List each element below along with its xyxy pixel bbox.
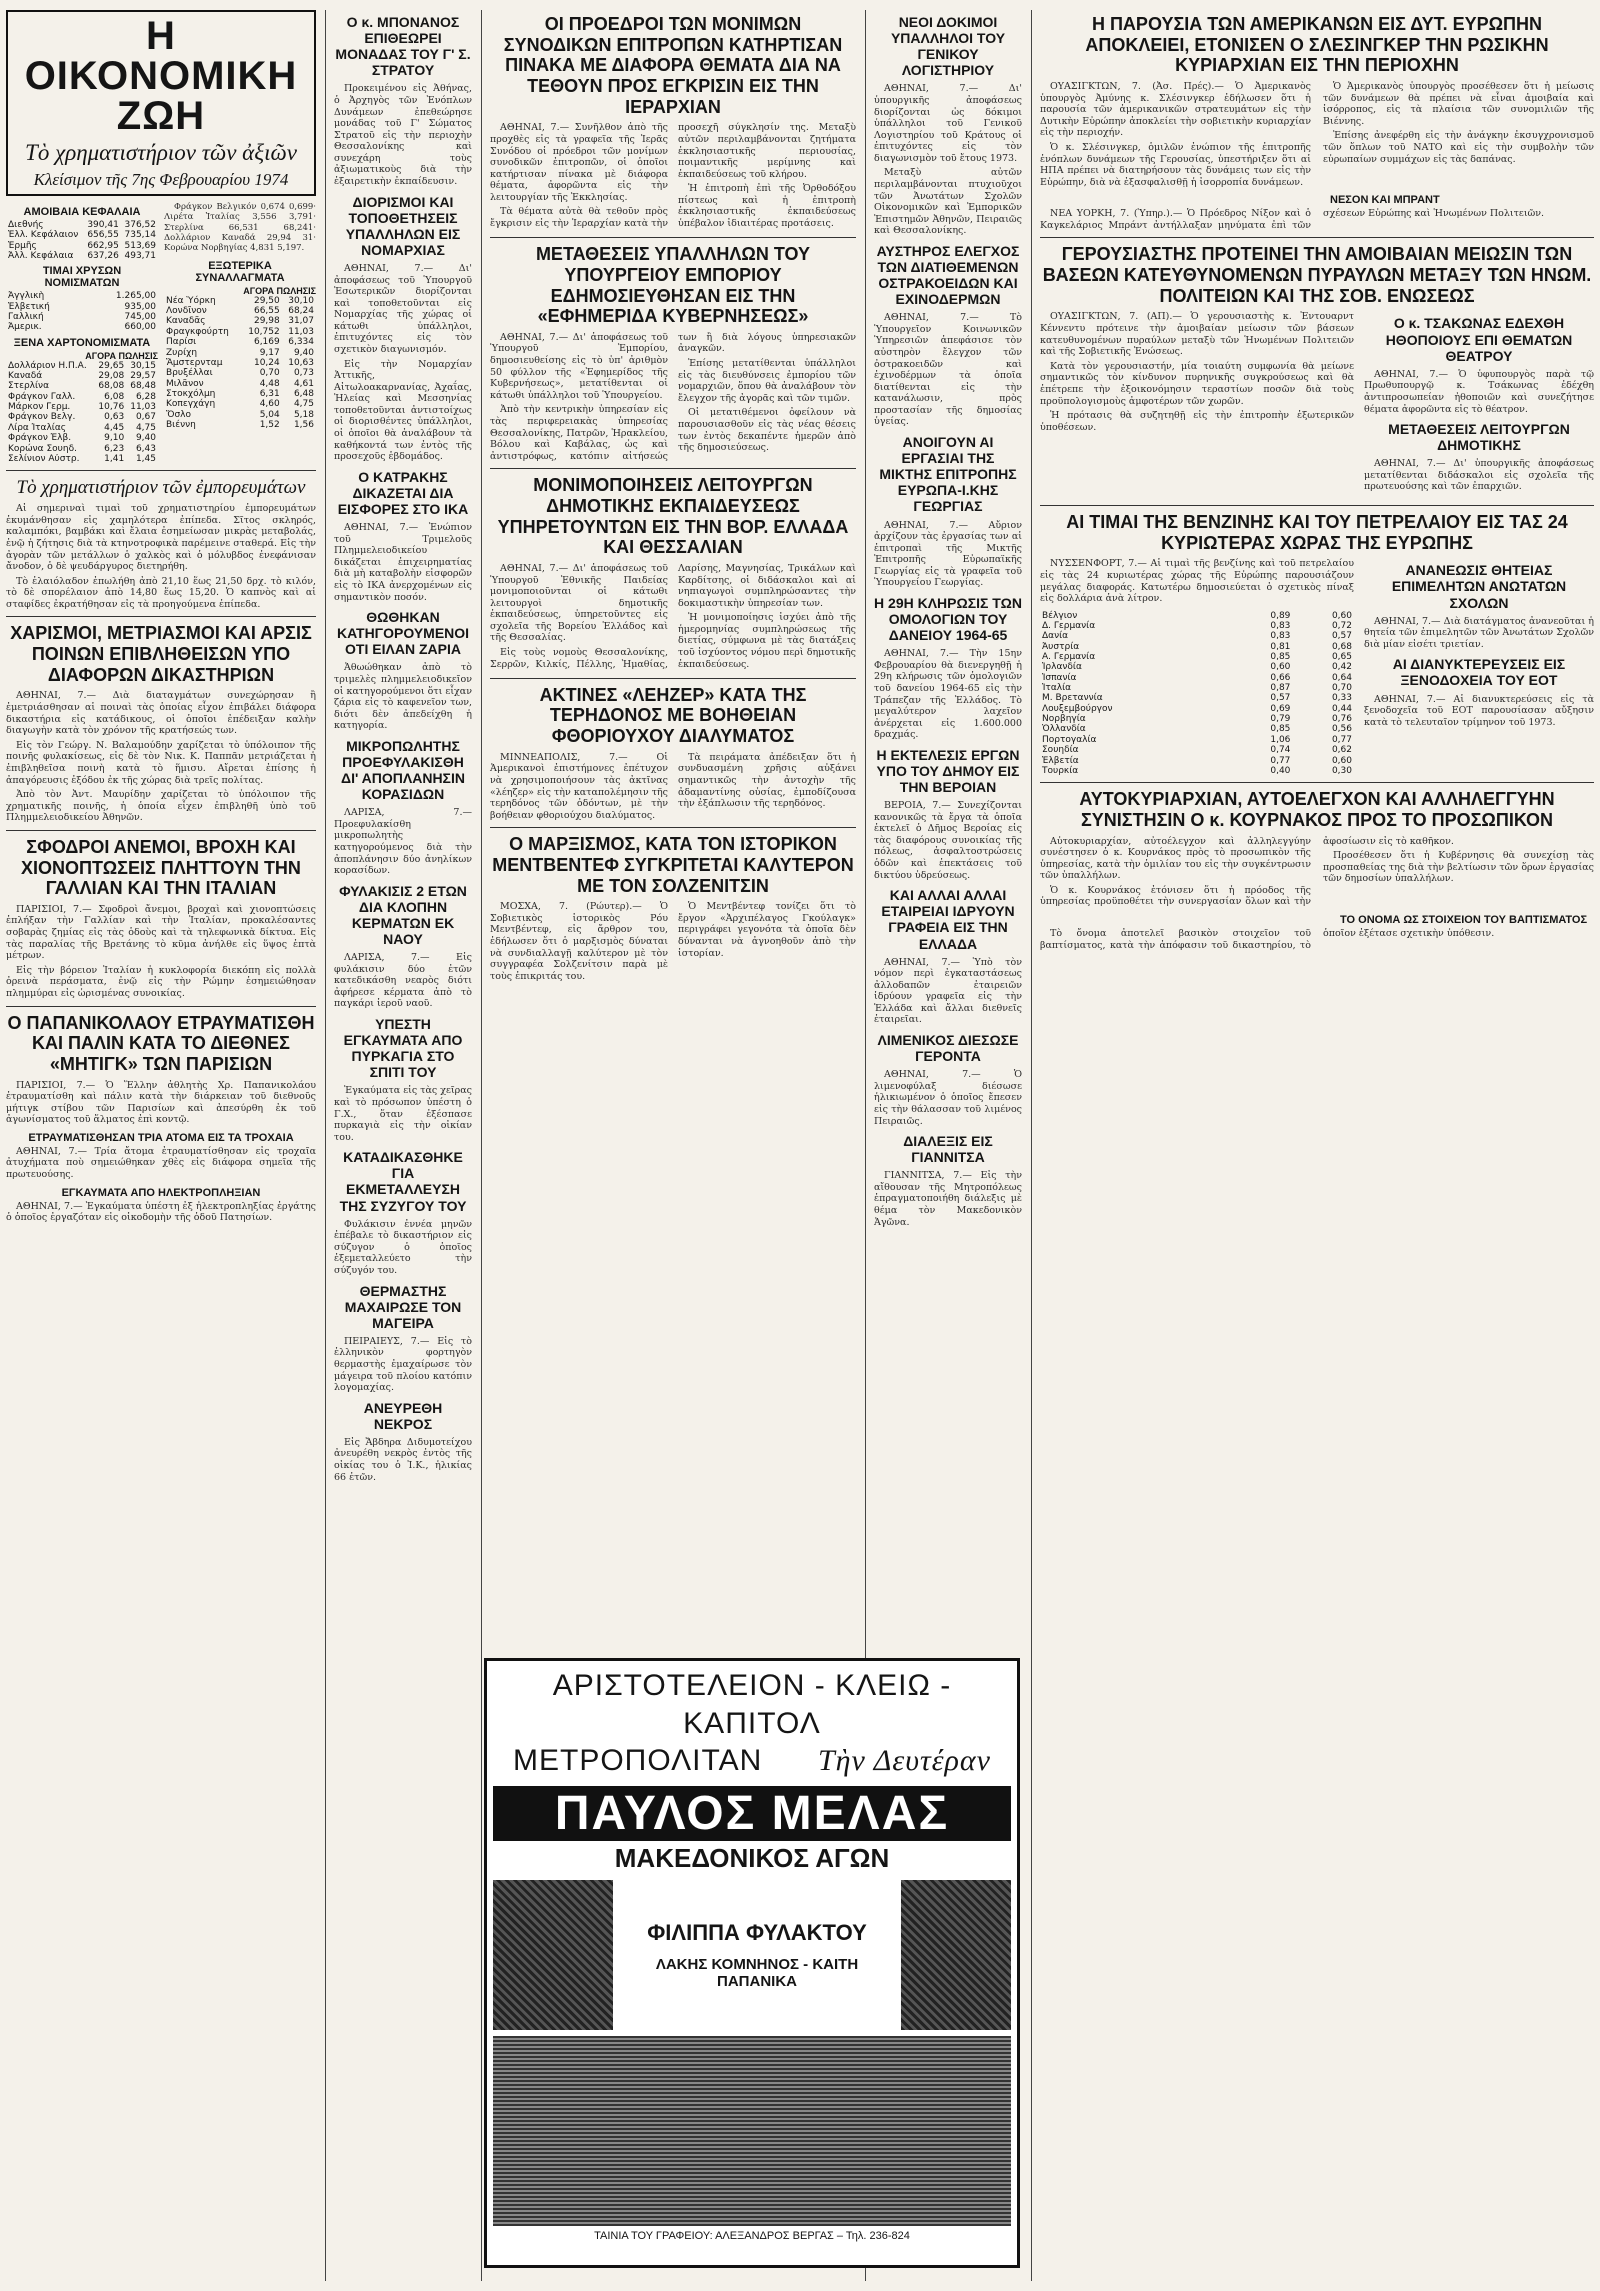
- row-value: 10,63: [288, 357, 314, 368]
- pardons-body: ΑΘΗΝΑΙ, 7.— Διὰ διαταγμάτων συνεχώρησαν ἢ ἐμετριάσθησαν αἱ ποιναὶ τὰς ὁποίας εἶχον ἐπιβάλει διάφορα δικαστήρια εἰς κατάδικους, οἱ ὁποῖοι ἐπέδειξαν καλὴν διαγωγὴν κατὰ τὸν χρόνον τῆς κρατήσεώς των. Εἰς τὸν Γεώργ. Ν. Βαλαμούδην χαρίζεται τὸ ὑπόλοιπον τῆς ποινῆς φυλακίσεως, εἰς δὲ τὸν Νικ. Κ. Παππᾶν μετριάζεται ἡ ἐπιβληθεῖσα ποινὴ κατὰ τὸ ἥμισυ. Αἴρεται ἐπίσης ἡ ἀπαγόρευσις ἐξόδου ἐκ τῆς χώρας διὰ τρεῖς πολίτας. Ἀπὸ τὸν Ἀντ. Μαυρίδην χαρίζεται τὸ ὑπόλοιπον τῆς χρηματικῆς ποινῆς, ἡ ὁποία εἶχεν ἐπιβληθῆ ὑπὸ τοῦ Πλημμελειοδικείου Ἀθηνῶν.: [6, 690, 316, 824]
- row-value: 0,44: [1331, 703, 1352, 714]
- row-label: Κοπεγχάγη: [166, 399, 216, 410]
- banknote-row: [6, 444, 158, 454]
- economy-subtitle: Τὸ χρηματιστήριον τῶν ἀξιῶν: [25, 140, 297, 165]
- world-news-column: [1034, 10, 1600, 2283]
- headline-primary-transfers: ΜΕΤΑΘΕΣΕΙΣ ΛΕΙΤΟΥΡΓΩΝ ΔΗΜΟΤΙΚΗΣ: [1388, 421, 1570, 454]
- row-label: Σελίνιον Αὐστρ.: [8, 453, 80, 464]
- row-value: 0,57: [1331, 631, 1352, 642]
- headline-kournakos: ΑΥΤΟΚΥΡΙΑΡΧΙΑΝ, ΑΥΤΟΕΛΕΓΧΟΝ ΚΑΙ ΑΛΛΗΛΕΓΓΥΗΝ ΣΥΝΙΣΤΗΣΙΝ Ο κ. ΚΟΥΡΝΑΚΟΣ ΠΡΟΣ ΤΟ ΠΡΟΣΩΠΙΚΟΝ: [1079, 789, 1555, 830]
- row-label: Ἰταλία: [1042, 683, 1072, 694]
- headline-dice: ΘΩΘΗΚΑΝ ΚΑΤΗΓΟΡΟΥΜΕΝΟΙ ΟΤΙ ΕΙΛΑΝ ΖΑΡΙΑ: [336, 609, 470, 658]
- exchange-row: [164, 358, 316, 368]
- row-value: 0,68: [1331, 641, 1352, 652]
- row-label: Λονδῖνον: [166, 306, 207, 317]
- row-value: 6,08: [104, 391, 125, 402]
- row-value: 9,17: [259, 347, 280, 358]
- cinema-advertisement: [484, 1658, 1020, 2268]
- row-value: 9,10: [104, 433, 125, 444]
- row-value: 1,45: [135, 453, 156, 464]
- row-value: 29,65: [98, 360, 125, 371]
- lecture-body: ΓΙΑΝΝΙΤΣΑ, 7.— Εἰς τὴν αἴθουσαν τῆς Μητροπόλεως ἐπραγματοποιήθη διάλεξις μὲ θέμα τὸν Μακεδονικὸν Ἀγῶνα.: [874, 1170, 1022, 1228]
- accountants-body: ΑΘΗΝΑΙ, 7.— Δι' ὑπουργικῆς ἀποφάσεως διορίζονται ὡς δόκιμοι ὑπάλληλοι τοῦ Γενικοῦ Λογιστηρίου τοῦ Κράτους οἱ ἐπιτυχόντες εἰς τὸν διαγωνισμὸν τοῦ ἔτους 1973. Μεταξὺ αὐτῶν περιλαμβάνονται πτυχιοῦχοι τῶν Ἀνωτάτων Σχολῶν Οἰκονομικῶν καὶ Ἐμπορικῶν Ἐπιστημῶν Ἀθηνῶν, Πειραιῶς καὶ Θεσσαλονίκης.: [874, 83, 1022, 237]
- fuel-table: [1040, 611, 1354, 777]
- row-value: 4,60: [259, 399, 280, 410]
- row-label: Ἐλβετική: [8, 301, 50, 312]
- exchange-row: [164, 410, 316, 420]
- row-label: Φραγκφούρτη: [166, 326, 229, 337]
- fuel-price-row: [1040, 611, 1354, 621]
- row-label: Ἐλβετία: [1042, 755, 1079, 766]
- row-label: Διεθνής: [8, 220, 44, 230]
- row-value: 4,45: [104, 422, 125, 433]
- ad-film-title: ΠΑΥΛΟΣ ΜΕΛΑΣ: [493, 1786, 1011, 1841]
- row-value: 735,14: [124, 230, 156, 241]
- row-value: 4,61: [293, 378, 314, 389]
- ad-cinemas: ΑΡΙΣΤΟΤΕΛΕΙΟΝ - ΚΛΕΙΩ - ΚΑΠΙΤΟΛ: [552, 1669, 952, 1740]
- headline-shellfish: ΑΥΣΤΗΡΟΣ ΕΛΕΓΧΟΣ ΤΩΝ ΔΙΑΤΙΘΕΜΕΝΩΝ ΟΣΤΡΑΚΟΕΙΔΩΝ ΚΑΙ ΕΧΙΝΟΔΕΡΜΩΝ: [876, 242, 1020, 308]
- row-label: Ἄμστερνταμ: [166, 357, 223, 368]
- fuel-price-row: [1040, 652, 1354, 662]
- ad-battle-image: [901, 1880, 1011, 2030]
- row-value: 5,04: [259, 409, 280, 420]
- row-value: 6,28: [135, 391, 156, 402]
- traffic-body: ΑΘΗΝΑΙ, 7.— Τρία ἄτομα ἐτραυματίσθησαν εἰς τροχαῖα ἀτυχήματα ποὺ σημειώθηκαν χθὲς εἰς διάφορα σημεῖα τῆς πρωτευούσης.: [6, 1145, 316, 1181]
- row-value: 31,07: [288, 316, 314, 327]
- gold-table: [6, 291, 158, 332]
- headline-committee: ΑΝΟΙΓΟΥΝ ΑΙ ΕΡΓΑΣΙΑΙ ΤΗΣ ΜΙΚΤΗΣ ΕΠΙΤΡΟΠΗΣ ΕΥΡΩΠΑ-Ι.ΚΗΣ ΓΕΩΡΓΙΑΣ: [879, 434, 1017, 515]
- companies-body: ΑΘΗΝΑΙ, 7.— Ὑπὸ τὸν νόμον περὶ ἐγκαταστάσεως ἀλλοδαπῶν ἑταιρειῶν ἱδρύουν γραφεῖα εἰς τὴν Ἑλλάδα καὶ ἄλλαι διεθνεῖς ἑταιρεῖαι.: [874, 956, 1022, 1026]
- row-value: 68,24: [288, 306, 314, 317]
- stock-listing-text: Φράγκον Βελγικόν 0,674 0,699· Λιρέτα Ἰταλίας 3,556 3,791· Στερλίνα 66,531 68,241· Δολλάριον Καναδά 29,94 31· Κορώνα Νορβηγίας 4,831 5,197.: [164, 202, 316, 254]
- row-label: Α. Γερμανία: [1042, 652, 1096, 663]
- row-label: Ἀμερικ.: [8, 322, 42, 333]
- row-value: 0,60: [1270, 662, 1291, 673]
- kournakos-body: Αὐτοκυριαρχίαν, αὐτοέλεγχον καὶ ἀλληλεγγύην συνέστησεν ὁ κ. Κουρνάκος πρὸς τὸ προσωπικὸν τῆς ὑπηρεσίας, κατὰ τὴν ὁμιλίαν του εἰς τὴν συγκέντρωσιν τῶν ὑπαλλήλων. Ὁ κ. Κουρνάκος ἐτόνισεν ὅτι ἡ πρόοδος τῆς ὑπηρεσίας προϋποθέτει τὴν συνεργασίαν ὅλων καὶ τὴν ἀφοσίωσιν εἰς τὸ καθῆκον. Προσέθεσεν ὅτι ἡ Κυβέρνησις θὰ συνεχίσῃ τὰς προσπαθείας της διὰ τὴν βελτίωσιν τῶν ὅρων ἐργασίας τῶν δημοσίων ὑπαλλήλων.: [1040, 835, 1594, 908]
- funds-table: [6, 220, 158, 261]
- exploitation-body: Φυλάκισιν ἐννέα μηνῶν ἐπέβαλε τὸ δικαστήριον εἰς σύζυγον ὁ ὁποῖος ἐξεμεταλλεύετο τὴν σύζυγόν του.: [334, 1218, 472, 1276]
- headline-tsakonas: Ο κ. ΤΣΑΚΩΝΑΣ ΕΔΕΧΘΗ ΗΘΟΠΟΙΟΥΣ ΕΠΙ ΘΕΜΑΤΩΝ ΘΕΑΤΡΟΥ: [1385, 315, 1573, 364]
- row-value: 1,41: [104, 453, 125, 464]
- headline-hotels: ΑΙ ΔΙΑΝΥΚΤΕΡΕΥΣΕΙΣ ΕΙΣ ΞΕΝΟΔΟΧΕΙΑ ΤΟΥ ΕΟΤ: [1392, 656, 1566, 689]
- row-value: 376,52: [124, 220, 156, 230]
- gold-header: ΤΙΜΑΙ ΧΡΥΣΩΝ ΝΟΜΙΣΜΑΤΩΝ: [42, 265, 122, 290]
- gold-row: [6, 322, 158, 332]
- notes-col-header: ΑΓΟΡΑ ΠΩΛΗΣΙΣ: [85, 350, 158, 361]
- row-label: Μιλᾶνον: [166, 378, 204, 389]
- headline-marxism: Ο ΜΑΡΞΙΣΜΟΣ, ΚΑΤΑ ΤΟΝ ΙΣΤΟΡΙΚΟΝ ΜΕΝΤΒΕΝΤΕΦ ΣΥΓΚΡΙΤΕΤΑΙ ΚΑΛΥΤΕΡΟΝ ΜΕ ΤΟΝ ΣΟΛΖΕΝΙΤΣΙΝ: [492, 834, 854, 896]
- row-value: 66,55: [253, 306, 280, 317]
- banknote-row: [6, 454, 158, 464]
- headline-companies: ΚΑΙ ΑΛΛΑΙ ΑΛΛΑΙ ΕΤΑΙΡΕΙΑΙ ΙΔΡΥΟΥΝ ΓΡΑΦΕΙΑ ΕΙΣ ΤΗΝ ΕΛΛΑΔΑ: [881, 887, 1015, 952]
- row-value: 4,48: [259, 378, 280, 389]
- banknote-row: [6, 392, 158, 402]
- row-label: Μάρκον Γερμ.: [8, 402, 71, 413]
- row-label: Γαλλική: [8, 312, 44, 323]
- row-value: 0,70: [259, 368, 280, 379]
- row-label: Βιέννη: [166, 419, 196, 430]
- headline-exploitation: ΚΑΤΑΔΙΚΑΣΘΗΚΕ ΓΙΑ ΕΚΜΕΤΑΛΛΕΥΣΗ ΤΗΣ ΣΥΖΥΓΟΥ ΤΟΥ: [339, 1149, 467, 1214]
- headline-fuel: ΑΙ ΤΙΜΑΙ ΤΗΣ ΒΕΝΖΙΝΗΣ ΚΑΙ ΤΟΥ ΠΕΤΡΕΛΑΙΟΥ ΕΙΣ ΤΑΣ 24 ΚΥΡΙΩΤΕΡΑΣ ΧΩΡΑΣ ΤΗΣ ΕΥΡΩΠΗΣ: [1066, 512, 1568, 553]
- fuel-price-row: [1040, 756, 1354, 766]
- headline-coins: ΦΥΛΑΚΙΣΙΣ 2 ΕΤΩΝ ΔΙΑ ΚΛΟΠΗΝ ΚΕΡΜΑΤΩΝ ΕΚ ΝΑΟΥ: [339, 882, 467, 947]
- closing-date: Κλείσιμον τῆς 7ης Φεβρουαρίου 1974: [33, 170, 289, 189]
- row-value: 10,752: [248, 326, 280, 337]
- row-value: 0,60: [1331, 755, 1352, 766]
- headline-americans: Η ΠΑΡΟΥΣΙΑ ΤΩΝ ΑΜΕΡΙΚΑΝΩΝ ΕΙΣ ΔΥΤ. ΕΥΡΩΠΗΝ ΑΠΟΚΛΕΙΕΙ, ΕΤΟΝΙΣΕΝ Ο ΣΛΕΣΙΝΓΚΕΡ ΤΗΝ ΡΩΣΙΚΗΝ ΚΥΡΙΑΡΧΙΑΝ ΕΙΣ ΤΗΝ ΠΕΡΙΟΧΗΝ: [1085, 14, 1549, 76]
- row-value: 0,42: [1331, 662, 1352, 673]
- row-value: 6,31: [259, 388, 280, 399]
- row-label: Λίρα Ἰταλίας: [8, 422, 67, 433]
- row-value: 0,72: [1331, 621, 1352, 632]
- headline-teachers: ΜΟΝΙΜΟΠΟΙΗΣΕΙΣ ΛΕΙΤΟΥΡΓΩΝ ΔΗΜΟΤΙΚΗΣ ΕΚΠΑΙΔΕΥΣΕΩΣ ΥΠΗΡΕΤΟΥΝΤΩΝ ΕΙΣ ΤΗΝ ΒΟΡ. ΕΛΛΑΔΑ ΚΑΙ ΘΕΣΣΑΛΙΑΝ: [497, 475, 849, 558]
- row-value: 5,18: [293, 409, 314, 420]
- row-value: 11,03: [130, 402, 156, 413]
- row-value: 30,10: [288, 295, 314, 306]
- row-value: 513,69: [124, 240, 156, 251]
- row-label: Φράγκον Γαλλ.: [8, 391, 76, 402]
- row-value: 0,63: [104, 412, 125, 423]
- exchange-row: [164, 389, 316, 399]
- row-value: 6,48: [293, 388, 314, 399]
- gold-row: [6, 312, 158, 322]
- committee-body: ΑΘΗΝΑΙ, 7.— Αὔριον ἀρχίζουν τὰς ἐργασίας των αἱ ἐπιτροπαὶ τῆς Μικτῆς Ἐπιτροπῆς Εὐρωπαϊκῆς Γεωργίας εἰς τὰ γραφεῖα τοῦ Ὑπουργείου Γεωργίας.: [874, 519, 1022, 589]
- row-value: 29,50: [253, 295, 280, 306]
- primary-transfers-body: ΑΘΗΝΑΙ, 7.— Δι' ὑπουργικῆς ἀποφάσεως μετατίθενται διδάσκαλοι εἰς σχολεῖα τῆς πρωτευούσης καὶ τῶν ἐπαρχιῶν.: [1364, 458, 1594, 493]
- row-label: Καναδᾶς: [166, 316, 206, 327]
- americans-body: ΟΥΑΣΙΓΚΤΩΝ, 7. (Ἀσ. Πρές).— Ὁ Ἀμερικανὸς ὑπουργὸς Ἀμύνης κ. Σλέσινγκερ ἐδήλωσεν ὅτι ἡ παρουσία τῶν ἀμερικανικῶν στρατευμάτων εἰς τὴν Δυτικὴν Εὐρώπην ἀποκλείει τὴν σοβιετικὴν κυριαρχίαν εἰς τὴν περιοχήν. Ὁ κ. Σλέσινγκερ, ὁμιλῶν ἐνώπιον τῆς ἐπιτροπῆς ἐνόπλων δυνάμεων τῆς Γερουσίας, ὑπεστήριξεν ὅτι αἱ ΗΠΑ πρέπει νὰ διατηρήσουν τὰς δυνάμεις των εἰς τὴν Εὐρώπην, διὰ νὰ ἐξασφαλισθῇ ἡ ἰσορροπία δυνάμεων. Ὁ Ἀμερικανὸς ὑπουργὸς προσέθεσεν ὅτι ἡ μείωσις τῶν δυνάμεων θὰ πρέπει νὰ εἶναι ἀμοιβαία καὶ ἰσόρροπος, εἰς τὰ πλαίσια τῶν συνομιλιῶν τῆς Βιέννης. Ἐπίσης ἀνεφέρθη εἰς τὴν ἀνάγκην ἐκσυγχρονισμοῦ τῶν ὅπλων τοῦ ΝΑΤΟ καὶ εἰς τὴν συμβολὴν τῶν εὐρωπαίων συμμάχων εἰς τὰς δαπάνας.: [1040, 81, 1594, 188]
- laser-body: ΜΙΝΝΕΑΠΟΛΙΣ, 7.— Οἱ Ἀμερικανοὶ ἐπιστήμονες ἐπέτυχον νὰ χρησιμοποιήσουν τὰς ἀκτῖνας «λέηζερ» εἰς τὴν καταπολέμησιν τῆς τερηδόνος τῶν ὀδόντων, μὲ τὴν βοήθειαν φθοριούχου διαλύματος. Τὰ πειράματα ἀπέδειξαν ὅτι ἡ συνδυασμένη χρῆσις αὐξάνει σημαντικῶς τὴν ἀντοχὴν τῆς ἀδαμαντίνης οὐσίας, ἐμποδίζουσα τὴν ἐξάπλωσιν τῆς τερηδόνος.: [490, 751, 856, 821]
- fund-row: [6, 230, 158, 240]
- teachers-body: ΑΘΗΝΑΙ, 7.— Δι' ἀποφάσεως τοῦ Ὑπουργοῦ Ἐθνικῆς Παιδείας μονιμοποιοῦνται οἱ κάτωθι λειτουργοὶ δημοτικῆς ἐκπαιδεύσεως, ὑπηρετοῦντες εἰς σχολεῖα τῆς Βορείου Ἑλλάδος καὶ τῆς Θεσσαλίας. Εἰς τοὺς νομοὺς Θεσσαλονίκης, Σερρῶν, Κιλκίς, Πέλλης, Ἠμαθίας, Λαρίσης, Μαγνησίας, Τρικάλων καὶ Καρδίτσης, οἱ διδάσκαλοι καὶ αἱ νηπιαγωγοὶ συμπληρώσαντες τὴν δοκιμαστικὴν ὑπηρεσίαν των. Ἡ μονιμοποίησις ἰσχύει ἀπὸ τῆς ἡμερομηνίας συμπληρώσεως τῆς διετίας, σύμφωνα μὲ τὰς διατάξεις τοῦ ἰσχύοντος νόμου περὶ δημοτικῆς ἐκπαιδεύσεως.: [490, 563, 856, 670]
- row-value: 656,55: [87, 230, 119, 241]
- row-label: Στερλίνα: [8, 381, 50, 392]
- row-value: 0,57: [1270, 693, 1291, 704]
- headline-curators: ΑΝΑΝΕΩΣΙΣ ΘΗΤΕΙΑΣ ΕΠΙΜΕΛΗΤΩΝ ΑΝΩΤΑΤΩΝ ΣΧΟΛΩΝ: [1391, 562, 1567, 611]
- fuel-price-row: [1040, 621, 1354, 631]
- banknote-row: [6, 433, 158, 443]
- row-value: 9,40: [293, 347, 314, 358]
- economy-masthead: [6, 10, 316, 196]
- headline-stoker: ΘΕΡΜΑΣΤΗΣ ΜΑΧΑΙΡΩΣΕ ΤΟΝ ΜΑΓΕΙΡΑ: [344, 1282, 462, 1331]
- katrakis-body: ΑΘΗΝΑΙ, 7.— Ἐνώπιον τοῦ Τριμελοῦς Πλημμελειοδικείου δικάζεται ἐπιχειρηματίας διὰ μὴ καταβολὴν εἰσφορῶν εἰς τὸ ΙΚΑ ἀνερχομένων εἰς σημαντικὸν ποσόν.: [334, 522, 472, 603]
- row-label: Ἀγγλικὴ: [8, 291, 45, 302]
- fund-row: [6, 251, 158, 261]
- exchange-row: [164, 368, 316, 378]
- marxism-body: ΜΟΣΧΑ, 7. (Ρώυτερ).— Ὁ Σοβιετικὸς ἱστορικὸς Ρόυ Μεντβέντεφ, εἰς ἄρθρον του, ἐδήλωσεν ὅτι ὁ μαρξισμὸς δύναται νὰ συνδιαλλαγῇ καλύτερον μὲ τὸν συγγραφέα Σολζενίτσιν παρὰ μὲ τοὺς ἐπικριτάς του. Ὁ Μεντβέντεφ τονίζει ὅτι τὸ ἔργον «Ἀρχιπέλαγος Γκούλαγκ» περιγράφει γεγονότα τὰ ὁποῖα δὲν δύνανται νὰ ἀγνοηθοῦν ἀπὸ τὴν ἱστορίαν.: [490, 901, 856, 982]
- nixon-brandt-body: ΝΕΑ ΥΟΡΚΗ, 7. (Ὑπηρ.).— Ὁ Πρόεδρος Νίξον καὶ ὁ Καγκελάριος Μπράντ ἀντήλλαξαν μηνύματα ἐπὶ τῶν σχέσεων Εὐρώπης καὶ Ἡνωμένων Πολιτειῶν.: [1040, 208, 1545, 231]
- row-value: 390,41: [87, 220, 119, 230]
- headline-electric: ΕΓΚΑΥΜΑΤΑ ΑΠΟ ΗΛΕΚΤΡΟΠΛΗΞΙΑΝ: [61, 1186, 261, 1199]
- headline-coastguard: ΛΙΜΕΝΙΚΟΣ ΔΙΕΣΩΣΕ ΓΕΡΟΝΤΑ: [877, 1032, 1019, 1065]
- row-value: 0,66: [1270, 672, 1291, 683]
- dead-body: Εἰς Ἄβδηρα Διδυμοτείχου ἀνευρέθη νεκρὸς ἐντὸς τῆς οἰκίας του ὁ Ἰ.Κ., ἡλικίας 66 ἐτῶν.: [334, 1436, 472, 1483]
- row-value: 745,00: [124, 312, 156, 323]
- shellfish-body: ΑΘΗΝΑΙ, 7.— Τὸ Ὑπουργεῖον Κοινωνικῶν Ὑπηρεσιῶν ἀπεφάσισε τὸν αὐστηρὸν ἔλεγχον τῶν ὀστρακοειδῶν καὶ ἐχινοδέρμων τὰ ὁποῖα διατίθενται εἰς τὴν κατανάλωσιν, πρὸς προστασίαν τῆς δημοσίας ὑγείας.: [874, 312, 1022, 428]
- row-value: 9,40: [135, 433, 156, 444]
- row-label: Στοκχόλμη: [166, 388, 216, 399]
- row-value: 0,83: [1270, 621, 1291, 632]
- fire-body: Ἐγκαύματα εἰς τὰς χεῖρας καὶ τὸ πρόσωπον ὑπέστη ὁ Γ.Χ., ὅταν ἐξέσπασε πυρκαγιὰ εἰς τὴν οἰκίαν του.: [334, 1085, 472, 1143]
- row-value: 637,26: [87, 251, 119, 262]
- dice-body: Ἀθωώθηκαν ἀπὸ τὸ τριμελὲς πλημμελειοδικεῖον οἱ κατηγορούμενοι ὅτι εἶχαν ζάρια εἰς τὸ καφενεῖον των, διότι δὲν ἀπεδείχθη ἡ κατηγορία.: [334, 662, 472, 732]
- row-value: 1,52: [259, 419, 280, 430]
- commerce-body: ΑΘΗΝΑΙ, 7.— Δι' ἀποφάσεως τοῦ Ὑπουργοῦ Ἐμπορίου, δημοσιευθείσης εἰς τὸ ὑπ' ἀριθμὸν 50 φύλλον τῆς «Ἐφημερίδος τῆς Κυβερνήσεως», μετατίθενται οἱ κάτωθι ὑπάλληλοι τοῦ Ὑπουργείου. Ἀπὸ τὴν κεντρικὴν ὑπηρεσίαν εἰς τὰς περιφερειακὰς ὑπηρεσίας Θεσσαλονίκης, Πατρῶν, Ἡρακλείου, Βόλου καὶ Καβάλας, ὡς καὶ ἀντιστρόφως, κατόπιν αἰτήσεώς των ἢ διὰ λόγους ὑπηρεσιακῶν ἀναγκῶν. Ἐπίσης μετατίθενται ὑπάλληλοι εἰς τὰς διευθύνσεις ἐμπορίου τῶν νομαρχιῶν, ὅπου θὰ ἀναλάβουν τὸν ἔλεγχον τῆς ἀγορᾶς καὶ τῶν τιμῶν. Οἱ μετατιθέμενοι ὀφείλουν νὰ παρουσιασθοῦν εἰς τὰς νέας θέσεις των ἐντὸς δεκαπέντε ἡμερῶν ἀπὸ τῆς δημοσιεύσεως.: [490, 331, 856, 462]
- fuel-price-row: [1040, 662, 1354, 672]
- row-label: Δολλάριον Η.Π.Α.: [8, 360, 87, 371]
- row-label: Φράγκον Ἐλβ.: [8, 433, 72, 444]
- row-value: 0,62: [1331, 745, 1352, 756]
- exchange-col-header: ΑΓΟΡΑ ΠΩΛΗΣΙΣ: [243, 285, 316, 296]
- fuel-price-row: [1040, 735, 1354, 745]
- banknote-row: [6, 371, 158, 381]
- row-value: 1.265,00: [115, 291, 156, 302]
- row-value: 0,73: [293, 368, 314, 379]
- headline-traffic: ΕΤΡΑΥΜΑΤΙΣΘΗΣΑΝ ΤΡΙΑ ΑΤΟΜΑ ΕΙΣ ΤΑ ΤΡΟΧΑΙΑ: [28, 1131, 294, 1144]
- row-value: 0,69: [1270, 703, 1291, 714]
- row-value: 30,15: [130, 360, 156, 371]
- headline-dead: ΑΝΕΥΡΕΘΗ ΝΕΚΡΟΣ: [363, 1399, 443, 1432]
- ad-hero-image: [493, 1880, 613, 2030]
- row-label: Ἰρλανδία: [1042, 662, 1082, 673]
- headline-katrakis: Ο ΚΑΤΡΑΚΗΣ ΔΙΚΑΖΕΤΑΙ ΔΙΑ ΕΙΣΦΟΡΕΣ ΣΤΟ ΙΚΑ: [337, 468, 469, 517]
- row-value: 0,77: [1270, 755, 1291, 766]
- row-value: 0,64: [1331, 672, 1352, 683]
- row-value: 0,65: [1331, 652, 1352, 663]
- row-value: 0,83: [1270, 631, 1291, 642]
- row-label: Ἀλλ. Κεφάλαια: [8, 251, 74, 262]
- headline-lottery: Η 29Η ΚΛΗΡΩΣΙΣ ΤΩΝ ΟΜΟΛΟΓΙΩΝ ΤΟΥ ΔΑΝΕΙΟΥ 1964-65: [874, 594, 1022, 644]
- row-value: 29,08: [98, 371, 125, 382]
- row-value: 0,81: [1270, 641, 1291, 652]
- headline-fire: ΥΠΕΣΤΗ ΕΓΚΑΥΜΑΤΑ ΑΠΟ ΠΥΡΚΑΓΙΑ ΣΤΟ ΣΠΙΤΙ ΤΟΥ: [343, 1015, 463, 1081]
- fuel-price-row: [1040, 745, 1354, 755]
- fuel-price-row: [1040, 631, 1354, 641]
- row-value: 10,24: [253, 357, 280, 368]
- ad-scene-image: [493, 2036, 1011, 2226]
- row-value: 0,89: [1270, 610, 1291, 621]
- exchange-row: [164, 316, 316, 326]
- exchange-row: [164, 348, 316, 358]
- exchange-table: [164, 296, 316, 430]
- baptism-body: Τὸ ὄνομα ἀποτελεῖ βασικὸν στοιχεῖον τοῦ βαπτίσματος, κατὰ τὴν ἀπόφασιν τοῦ δικαστηρίου, τὸ ὁποῖον ἐξέτασε σχετικὴν ὑπόθεσιν.: [1040, 928, 1495, 951]
- headline-pardons: ΧΑΡΙΣΜΟΙ, ΜΕΤΡΙΑΣΜΟΙ ΚΑΙ ΑΡΣΙΣ ΠΟΙΝΩΝ ΕΠΙΒΛΗΘΕΙΣΩΝ ΥΠΟ ΔΙΑΦΟΡΩΝ ΔΙΚΑΣΤΗΡΙΩΝ: [10, 623, 312, 685]
- row-value: 6,169: [253, 337, 280, 348]
- row-label: Δανία: [1042, 631, 1069, 642]
- notes-table: [6, 361, 158, 464]
- row-value: 0,30: [1331, 765, 1352, 776]
- row-label: Τουρκία: [1042, 765, 1079, 776]
- headline-appointments: ΔΙΟΡΙΣΜΟΙ ΚΑΙ ΤΟΠΟΘΕΤΗΣΕΙΣ ΥΠΑΛΛΗΛΩΝ ΕΙΣ ΝΟΜΑΡΧΙΑΣ: [345, 193, 461, 258]
- row-value: 1,56: [293, 419, 314, 430]
- funds-header: ΑΜΟΙΒΑΙΑ ΚΕΦΑΛΑΙΑ: [23, 206, 141, 218]
- row-value: 0,60: [1331, 610, 1352, 621]
- row-label: Παρίσι: [166, 337, 197, 348]
- row-label: Βέλγιον: [1042, 610, 1078, 621]
- appointments-body: ΑΘΗΝΑΙ, 7.— Δι' ἀποφάσεως τοῦ Ὑπουργοῦ Ἐσωτερικῶν διορίζονται καὶ τοποθετοῦνται εἰς Νομαρχίας τῆς χώρας οἱ κάτωθι ὑπάλληλοι, ἐπιτυχόντες εἰς τὸν σχετικὸν διαγωνισμόν. Εἰς τὴν Νομαρχίαν Ἀττικῆς, Αἰτωλοακαρνανίας, Ἀχαΐας, Ἠλείας καὶ Μεσσηνίας τοποθετοῦνται ἀντιστοίχως οἱ διορισθέντες ὑπάλληλοι, οἱ ὁποῖοι θὰ ἀναλάβουν τὰ καθήκοντά των ἐντὸς τῆς προσεχοῦς ἑβδομάδος.: [334, 262, 472, 463]
- row-value: 29,98: [253, 316, 280, 327]
- fund-row: [6, 220, 158, 230]
- fuel-price-row: [1040, 673, 1354, 683]
- row-label: Βρυξέλλαι: [166, 368, 213, 379]
- curators-body: ΑΘΗΝΑΙ, 7.— Διὰ διατάγματος ἀνανεοῦται ἡ θητεία τῶν ἐπιμελητῶν τῶν Ἀνωτάτων Σχολῶν διὰ μίαν εἰσέτι τριετίαν.: [1364, 615, 1594, 650]
- row-label: Ἑλλ. Κεφάλαιον: [8, 230, 79, 241]
- ad-film-subtitle: ΜΑΚΕΔΟΝΙΚΟΣ ΑΓΩΝ: [614, 1842, 890, 1873]
- row-value: 0,87: [1270, 683, 1291, 694]
- row-value: 0,77: [1331, 734, 1352, 745]
- ad-day: Τὴν Δευτέραν: [817, 1744, 991, 1777]
- headline-accountants: ΝΕΟΙ ΔΟΚΙΜΟΙ ΥΠΑΛΛΗΛΟΙ ΤΟΥ ΓΕΝΙΚΟΥ ΛΟΓΙΣΤΗΡΙΟΥ: [890, 14, 1006, 79]
- row-value: 0,79: [1270, 714, 1291, 725]
- fund-row: [6, 241, 158, 251]
- goods-body: Αἱ σημεριναὶ τιμαὶ τοῦ χρηματιστηρίου ἐμπορευμάτων ἐκυμάνθησαν εἰς χαμηλότερα ἐπίπεδα. Σῖτος σκληρός, καλαμπόκι, βαμβάκι καὶ ἔλαια ἐσημείωσαν μικρὰς μεταβολάς, ἐνῷ ἡ ζήτησις διὰ τὰ κτηνοτροφικὰ παρέμεινε σταθερά. Εἰς τὴν ἀγορὰν τῶν μετάλλων ὁ χαλκὸς καὶ ὁ μόλυβδος ἐνεφάνισαν ἄνοδον, ὁ δὲ ψευδάργυρος διετηρήθη. Τὸ ἐλαιόλαδον ἐπωλήθη ἀπὸ 21,10 ἕως 21,50 δρχ. τὸ κιλόν, τὸ δὲ σπορέλαιον ἀπὸ 14,80 ἕως 15,20. Ὁ καπνὸς καὶ αἱ σταφίδες ἐκρατήθησαν εἰς τὰ προηγούμενα ἐπίπεδα.: [6, 503, 316, 610]
- banknote-row: [6, 361, 158, 371]
- row-value: 0,70: [1331, 683, 1352, 694]
- ad-cinemas-2: ΜΕΤΡΟΠΟΛΙΤΑΝ: [513, 1744, 763, 1777]
- headline-baptism: ΤΟ ΟΝΟΜΑ ΩΣ ΣΤΟΙΧΕΙΟΝ ΤΟΥ ΒΑΠΤΙΣΜΑΤΟΣ: [1340, 914, 1588, 927]
- row-label: Μ. Βρεταννία: [1042, 693, 1103, 704]
- exchange-row: [164, 379, 316, 389]
- exchange-row: [164, 337, 316, 347]
- notes-header: ΞΕΝΑ ΧΑΡΤΟΝΟΜΙΣΜΑΤΑ: [13, 336, 151, 349]
- coastguard-body: ΑΘΗΝΑΙ, 7.— Ὁ λιμενοφύλαξ διέσωσε ἡλικιωμένον ὁ ὁποῖος ἔπεσεν εἰς τὴν θάλασσαν τοῦ λιμένος Πειραιῶς.: [874, 1069, 1022, 1127]
- banknote-row: [6, 402, 158, 412]
- hotels-body: ΑΘΗΝΑΙ, 7.— Αἱ διανυκτερεύσεις εἰς τὰ ξενοδοχεῖα τοῦ ΕΟΤ παρουσίασαν αὔξησιν κατὰ τὸ τελευταῖον τρίμηνον τοῦ 1973.: [1364, 693, 1594, 728]
- fuel-price-row: [1040, 714, 1354, 724]
- row-label: Ὄσλο: [166, 409, 191, 420]
- row-label: Ἀυστρία: [1042, 641, 1080, 652]
- winds-body: ΠΑΡΙΣΙΟΙ, 7.— Σφοδροὶ ἄνεμοι, βροχαὶ καὶ χιονοπτώσεις ἐπλήξαν τὴν Γαλλίαν καὶ τὴν Ἰταλίαν, προκαλέσαντες σοβαρὰς ζημίας εἰς τὰς ὁδοὺς καὶ τὰ τηλεφωνικὰ δίκτυα. Εἰς τὰς παραλίας τῆς Βρετάνης τὸ κῦμα ἀνήλθε εἰς ὕψος ἑπτὰ μέτρων. Εἰς τὴν βόρειον Ἰταλίαν ἡ κυκλοφορία διεκόπη εἰς πολλὰ ὀρεινὰ περάσματα, ἐνῷ εἰς τὴν Ρώμην ἐσημειώθησαν πλημμύραι εἰς ὡρισμένας συνοικίας.: [6, 903, 316, 999]
- banknote-row: [6, 412, 158, 422]
- fuel-body: ΝΥΣΣΕΝΦΟΡΤ, 7.— Αἱ τιμαὶ τῆς βενζίνης καὶ τοῦ πετρελαίου εἰς τὰς 24 κυριωτέρας χώρας τῆς Εὐρώπης παρουσιάζουν μεγάλας διαφοράς. Κατωτέρω δημοσιεύεται ὁ σχετικὸς πίναξ εἰς δολλάρια ἀνὰ λίτρον.: [1040, 558, 1354, 605]
- headline-papanikolaou: Ο ΠΑΠΑΝΙΚΟΛΑΟΥ ΕΤΡΑΥΜΑΤΙΣΘΗ ΚΑΙ ΠΑΛΙΝ ΚΑΤΑ ΤΟ ΔΙΕΘΝΕΣ «ΜΗΤΙΓΚ» ΤΩΝ ΠΑΡΙΣΙΩΝ: [7, 1012, 315, 1074]
- headline-nixon-brandt: ΝΕΣΟΝ ΚΑΙ ΜΠΡΑΝΤ: [1330, 194, 1440, 207]
- row-value: 662,95: [87, 240, 119, 251]
- row-value: 0,33: [1331, 693, 1352, 704]
- row-label: Κορώνα Σουηδ.: [8, 443, 77, 454]
- row-value: 11,03: [288, 326, 314, 337]
- bonanos-body: Προκειμένου εἰς Ἀθήνας, ὁ Ἀρχηγὸς τῶν Ἐνόπλων Δυνάμεων ἐπεθεώρησε μονάδας τοῦ Γ' Σώματος Στρατοῦ εἰς τὴν περιοχὴν Θεσσαλονίκης καὶ συνεχάρη τοὺς ἀξιωματικοὺς διὰ τὴν ἐξαιρετικὴν ἐκπαίδευσιν.: [334, 83, 472, 187]
- fuel-price-row: [1040, 724, 1354, 734]
- row-value: 660,00: [124, 322, 156, 333]
- row-label: Πορτογαλία: [1042, 734, 1097, 745]
- row-label: Ζυρίχη: [166, 347, 198, 358]
- tsakonas-body: ΑΘΗΝΑΙ, 7.— Ὁ ὑφυπουργὸς παρὰ τῷ Πρωθυπουργῷ κ. Τσάκωνας ἐδέχθη ἀντιπροσωπείαν ἠθοποιῶν καὶ συνεζήτησε θέματα ἀφορῶντα εἰς τὸ θέατρον.: [1364, 368, 1594, 415]
- row-value: 10,76: [98, 402, 125, 413]
- row-value: 6,43: [135, 443, 156, 454]
- gold-row: [6, 291, 158, 301]
- row-label: Σουηδία: [1042, 745, 1079, 756]
- headline-commerce: ΜΕΤΑΘΕΣΕΙΣ ΥΠΑΛΛΗΛΩΝ ΤΟΥ ΥΠΟΥΡΓΕΙΟΥ ΕΜΠΟΡΙΟΥ ΕΔΗΜΟΣΙΕΥΘΗΣΑΝ ΕΙΣ ΤΗΝ «ΕΦΗΜΕΡΙΔΑ ΚΥΒΕΡΝΗΣΕΩΣ»: [535, 244, 811, 327]
- headline-senator: ΓΕΡΟΥΣΙΑΣΤΗΣ ΠΡΟΤΕΙΝΕΙ ΤΗΝ ΑΜΟΙΒΑΙΑΝ ΜΕΙΩΣΙΝ ΤΩΝ ΒΑΣΕΩΝ ΚΑΤΕΥΘΥΝΟΜΕΝΩΝ ΠΥΡΑΥΛΩΝ ΜΕΤΑΞΥ ΤΩΝ ΗΝΩΜ. ΠΟΛΙΤΕΙΩΝ ΚΑΙ ΤΗΣ ΣΟΒ. ΕΝΩΣΕΩΣ: [1042, 244, 1592, 306]
- banknote-row: [6, 381, 158, 391]
- goods-title: Τὸ χρηματιστήριον τῶν ἐμπορευμάτων: [16, 477, 306, 499]
- row-value: 4,75: [135, 422, 156, 433]
- synod-body: ΑΘΗΝΑΙ, 7.— Συνῆλθον ἀπὸ τῆς προχθὲς εἰς τὰ γραφεῖα τῆς Ἱερᾶς Συνόδου οἱ πρόεδροι τῶν μονίμων συνοδικῶν ἐπιτροπῶν, οἱ ὁποῖοι κατήρτισαν πίνακα μὲ διάφορα θέματα, ἀφορῶντα εἰς τὴν λειτουργίαν τῆς Ἐκκλησίας. Τὰ θέματα αὐτὰ θὰ τεθοῦν πρὸς ἔγκρισιν εἰς τὴν Ἱεραρχίαν κατὰ τὴν προσεχῆ σύγκλησίν της. Μεταξὺ αὐτῶν περιλαμβάνονται ζητήματα ἐκκλησιαστικῆς περιουσίας, ποιμαντικῆς μερίμνης καὶ ἐκπαιδεύσεως τοῦ κλήρου. Ἡ ἐπιτροπὴ ἐπὶ τῆς Ὀρθοδόξου πίστεως καὶ ἡ ἐπιτροπὴ ἐκκλησιαστικῆς ἐκπαιδεύσεως ὑπέβαλον ἰδιαιτέρας προτάσεις.: [490, 122, 856, 230]
- row-value: 68,48: [130, 381, 156, 392]
- headline-vendor: ΜΙΚΡΟΠΩΛΗΤΗΣ ΠΡΟΕΦΥΛΑΚΙΣΘΗ ΔΙ' ΑΠΟΠΛΑΝΗΣΙΝ ΚΟΡΑΣΙΔΩΝ: [341, 737, 465, 803]
- row-value: 4,75: [293, 399, 314, 410]
- row-value: 6,23: [104, 443, 125, 454]
- fuel-price-row: [1040, 766, 1354, 776]
- ad-cast: ΛΑΚΗΣ ΚΟΜΝΗΝΟΣ - ΚΑΙΤΗ ΠΑΠΑΝΙΚΑ: [655, 1955, 859, 1990]
- row-label: Καναδά: [8, 371, 43, 382]
- exchange-row: [164, 296, 316, 306]
- row-value: 1,06: [1270, 734, 1291, 745]
- headline-synod: ΟΙ ΠΡΟΕΔΡΟΙ ΤΩΝ ΜΟΝΙΜΩΝ ΣΥΝΟΔΙΚΩΝ ΕΠΙΤΡΟΠΩΝ ΚΑΤΗΡΤΙΣΑΝ ΠΙΝΑΚΑ ΜΕ ΔΙΑΦΟΡΑ ΘΕΜΑΤΑ ΔΙΑ ΝΑ ΤΕΘΟΥΝ ΠΡΟΣ ΕΓΚΡΙΣΙΝ ΕΙΣ ΤΗΝ ΙΕΡΑΡΧΙΑΝ: [503, 14, 843, 117]
- fuel-price-row: [1040, 704, 1354, 714]
- gold-row: [6, 302, 158, 312]
- economy-title: Η ΟΙΚΟΝΟΜΙΚΗ ΖΩΗ: [24, 14, 298, 138]
- short-news-column: [328, 10, 478, 2283]
- row-value: 68,08: [98, 381, 125, 392]
- row-value: 0,67: [135, 412, 156, 423]
- fuel-price-row: [1040, 693, 1354, 703]
- exchange-row: [164, 327, 316, 337]
- row-label: Δ. Γερμανία: [1042, 621, 1096, 632]
- ad-director: ΦΙΛΙΠΠΑ ΦΥΛΑΚΤΟΥ: [647, 1919, 867, 1945]
- exchange-row: [164, 306, 316, 316]
- vendor-body: ΛΑΡΙΣΑ, 7.— Προεφυλακίσθη μικροπωλητὴς κατηγορούμενος διὰ τὴν ἀποπλάνησιν δύο ἀνηλίκων κορασίδων.: [334, 807, 472, 877]
- papanikolaou-body: ΠΑΡΙΣΙΟΙ, 7.— Ὁ Ἕλλην ἀθλητὴς Χρ. Παπανικολάου ἐτραυματίσθη καὶ πάλιν κατὰ τὴν διάρκειαν τοῦ διεθνοῦς μήτιγκ στίβου τῶν Παρισίων καὶ ἀπεσύρθη ἐκ τοῦ ἀγωνίσματος τοῦ ἅλματος ἐπὶ κοντῷ.: [6, 1079, 316, 1126]
- senator-body: ΟΥΑΣΙΓΚΤΩΝ, 7. (ΑΠ).— Ὁ γερουσιαστὴς κ. Ἐντουαρντ Κέννεντυ πρότεινε τὴν ἀμοιβαίαν μείωσιν τῶν βάσεων κατευθυνομένων πυραύλων μεταξὺ τῶν Ἡνωμένων Πολιτειῶν καὶ τῆς Σοβιετικῆς Ἑνώσεως. Κατὰ τὸν γερουσιαστήν, μία τοιαύτη συμφωνία θὰ μείωνε σημαντικῶς τὸν κίνδυνον πυρηνικῆς συγκρούσεως καὶ θὰ ἐπέτρεπε τὴν ἐξοικονόμησιν τεραστίων ποσῶν διὰ τοὺς προϋπολογισμοὺς ἀμφοτέρων τῶν χωρῶν. Ἡ πρότασις θὰ συζητηθῇ εἰς τὴν ἐπιτροπὴν ἐξωτερικῶν ὑποθέσεων.: [1040, 311, 1354, 433]
- banknote-row: [6, 423, 158, 433]
- row-label: Νέα Ὑόρκη: [166, 295, 216, 306]
- exchange-header: ΕΞΩΤΕΡΙΚΑ ΣΥΝΑΛΛΑΓΜΑΤΑ: [195, 259, 285, 284]
- row-value: 6,334: [288, 337, 314, 348]
- row-value: 935,00: [124, 301, 156, 312]
- economy-column: [0, 10, 322, 2283]
- headline-veroia: Η ΕΚΤΕΛΕΣΙΣ ΕΡΓΩΝ ΥΠΟ ΤΟΥ ΔΗΜΟΥ ΕΙΣ ΤΗΝ ΒΕΡΟΙΑΝ: [876, 746, 1020, 796]
- headline-laser: ΑΚΤΙΝΕΣ «ΛΕΗΖΕΡ» ΚΑΤΑ ΤΗΣ ΤΕΡΗΔΟΝΟΣ ΜΕ ΒΟΗΘΕΙΑΝ ΦΘΟΡΙΟΥΧΟΥ ΔΙΑΛΥΜΑΤΟΣ: [539, 684, 807, 747]
- exchange-row: [164, 420, 316, 430]
- row-value: 0,76: [1331, 714, 1352, 725]
- ad-footer: ΤΑΙΝΙΑ ΤΟΥ ΓΡΑΦΕΙΟΥ: ΑΛΕΞΑΝΔΡΟΣ ΒΕΡΓΑΣ – Τηλ. 236-824: [594, 2229, 910, 2242]
- row-label: Ὁλλανδία: [1042, 724, 1086, 735]
- row-value: 0,40: [1270, 765, 1291, 776]
- fuel-price-row: [1040, 683, 1354, 693]
- row-value: 493,71: [124, 251, 156, 262]
- veroia-body: ΒΕΡΟΙΑ, 7.— Συνεχίζονται κανονικῶς τὰ ἔργα τὰ ὁποῖα ἐκτελεῖ ὁ Δῆμος Βεροίας εἰς τὰς διαφόρους συνοικίας τῆς πόλεως, ἀσφαλτοστρώσεις ὁδῶν καὶ ἐπεκτάσεις τοῦ δικτύου ὑδρεύσεως.: [874, 800, 1022, 881]
- row-value: 0,74: [1270, 745, 1291, 756]
- row-label: Λουξεμβούργον: [1042, 703, 1113, 714]
- headline-bonanos: Ο κ. ΜΠΟΝΑΝΟΣ ΕΠΙΘΕΩΡΕΙ ΜΟΝΑΔΑΣ ΤΟΥ Γ' Σ. ΣΤΡΑΤΟΥ: [335, 14, 471, 79]
- row-value: 0,56: [1331, 724, 1352, 735]
- headline-winds: ΣΦΟΔΡΟΙ ΑΝΕΜΟΙ, ΒΡΟΧΗ ΚΑΙ ΧΙΟΝΟΠΤΩΣΕΙΣ ΠΛΗΤΤΟΥΝ ΤΗΝ ΓΑΛΛΙΑΝ ΚΑΙ ΤΗΝ ΙΤΑΛΙΑΝ: [21, 836, 301, 899]
- row-label: Φράγκον Βελγ.: [8, 412, 76, 423]
- fuel-price-row: [1040, 642, 1354, 652]
- electric-body: ΑΘΗΝΑΙ, 7.— Ἐγκαύματα ὑπέστη ἐξ ἠλεκτροπληξίας ἐργάτης ὁ ὁποῖος ἐργαζόταν εἰς οἰκοδομὴν τῆς ὁδοῦ Πατησίων.: [6, 1200, 316, 1224]
- row-value: 0,85: [1270, 724, 1291, 735]
- coins-body: ΛΑΡΙΣΑ, 7.— Εἰς φυλάκισιν δύο ἐτῶν κατεδικάσθη νεαρὸς διότι ἀφήρεσε κέρματα ἀπὸ τὸ παγκάρι ἱεροῦ ναοῦ.: [334, 952, 472, 1010]
- row-label: Νορβηγία: [1042, 714, 1086, 725]
- row-value: 0,85: [1270, 652, 1291, 663]
- exchange-row: [164, 399, 316, 409]
- row-label: Ἑρμῆς: [8, 240, 37, 251]
- lottery-body: ΑΘΗΝΑΙ, 7.— Τὴν 15ην Φεβρουαρίου θὰ διενεργηθῇ ἡ 29η κλήρωσις τῶν ὁμολογιῶν τοῦ δανείου 1964-65 εἰς τὴν Τράπεζαν τῆς Ἑλλάδος. Τὸ μεγαλύτερον λαχεῖον ἀνέρχεται εἰς 1.600.000 δραχμάς.: [874, 648, 1022, 741]
- headline-lecture: ΔΙΑΛΕΞΙΣ ΕΙΣ ΓΙΑΝΝΙΤΣΑ: [903, 1133, 993, 1166]
- row-value: 29,57: [130, 371, 156, 382]
- row-label: Ἰσπανία: [1042, 672, 1077, 683]
- stoker-body: ΠΕΙΡΑΙΕΥΣ, 7.— Εἰς τὸ ἑλληνικὸν φορτηγὸν θερμαστὴς ἐμαχαίρωσε τὸν μάγειρα τοῦ πλοίου κατόπιν λογομαχίας.: [334, 1335, 472, 1394]
